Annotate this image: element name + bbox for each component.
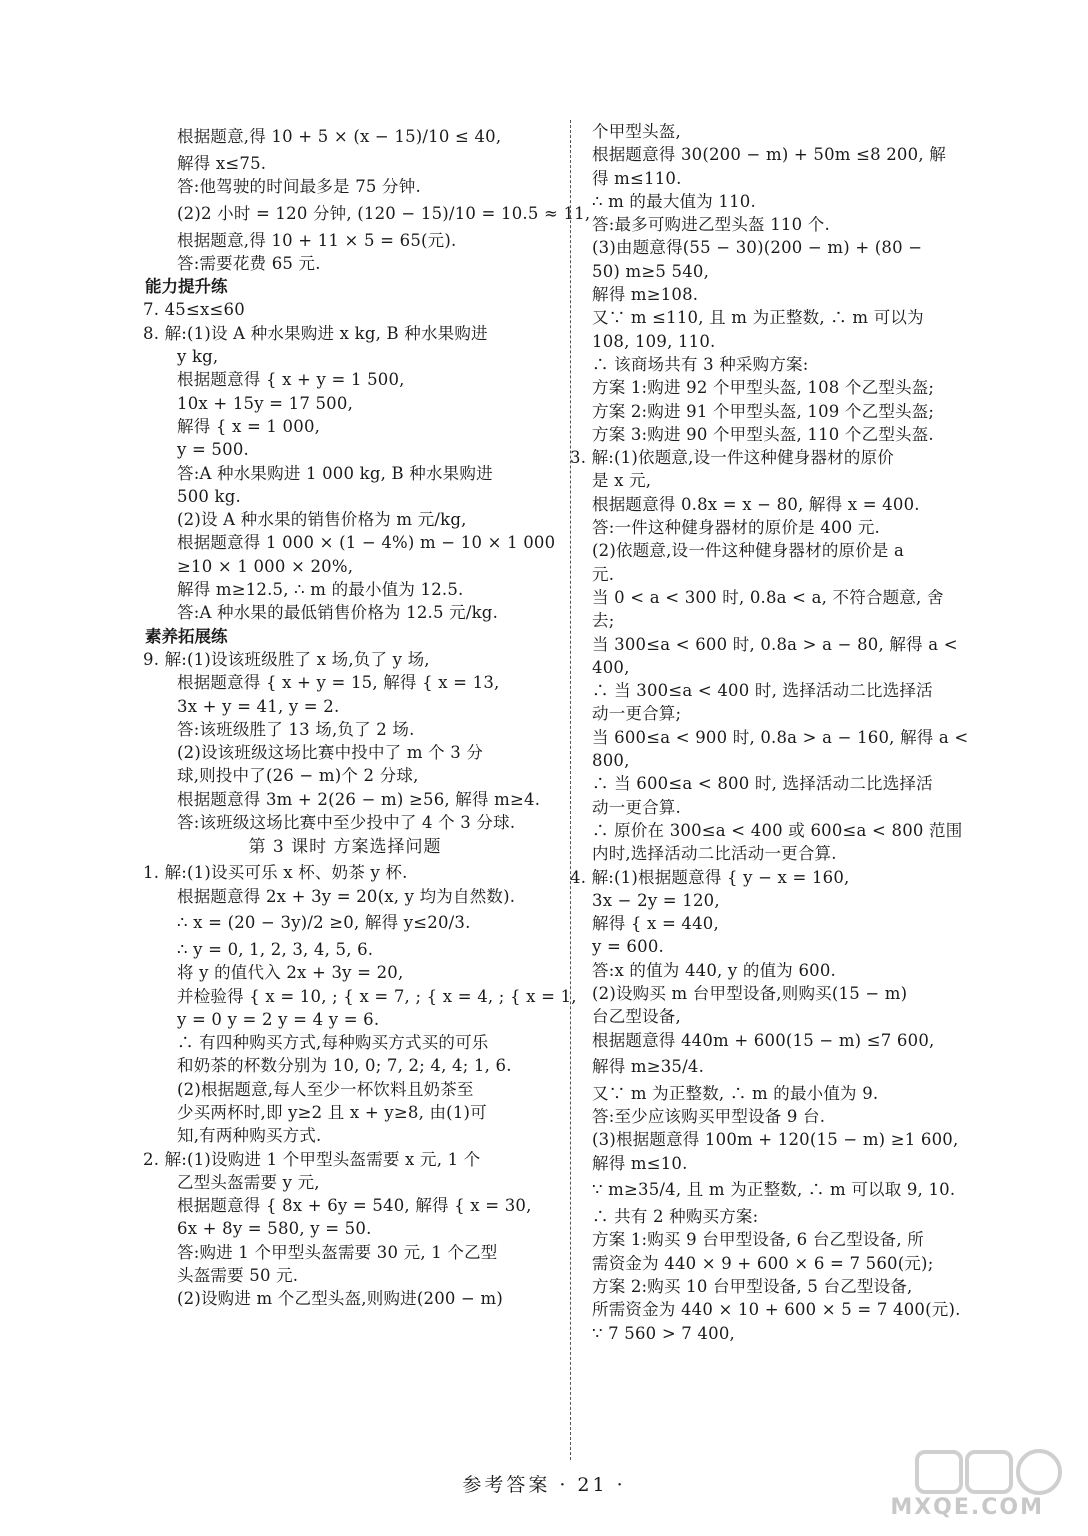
right-column [570, 120, 992, 1345]
left-text-line: 解得 { x = 1 000, [177, 416, 321, 436]
left-text-line: 500 kg. [177, 486, 241, 506]
left-text-line: 答:A 种水果的最低销售价格为 12.5 元/kg. [177, 603, 499, 623]
right-text-line: 又∵ m 为正整数, ∴ m 的最小值为 9. [592, 1083, 879, 1103]
left-text-line: 根据题意得 1 000 × (1 − 4%) m − 10 × 1 000 [177, 533, 556, 553]
left-text-line: 答:他驾驶的时间最多是 75 分钟. [177, 177, 421, 197]
left-text-line: (2)设该班级这场比赛中投中了 m 个 3 分 [177, 743, 484, 763]
left-text-line: 答:该班级胜了 13 场,负了 2 场. [177, 719, 415, 739]
right-text-line: ∵ m≥35/4, 且 m 为正整数, ∴ m 可以取 9, 10. [592, 1180, 956, 1200]
right-text-line: 当 300≤a < 600 时, 0.8a > a − 80, 解得 a < [592, 634, 958, 654]
right-text-line: 400, [592, 657, 630, 677]
right-text-line: 解得 m≥108. [592, 285, 699, 305]
left-text-line: 能力提升练 [145, 277, 228, 297]
right-text-line: 所需资金为 440 × 10 + 600 × 5 = 7 400(元). [592, 1300, 961, 1320]
left-text-line: 3x + y = 41, y = 2. [177, 696, 340, 716]
left-text-line: y = 0 y = 2 y = 4 y = 6. [177, 1009, 380, 1029]
right-text-line: ∴ 当 600≤a < 800 时, 选择活动二比选择活 [592, 774, 933, 794]
right-text-line: 方案 2:购进 91 个甲型头盔, 109 个乙型头盔; [592, 401, 935, 421]
left-text-line: 根据题意得 2x + 3y = 20(x, y 均为自然数). [177, 886, 516, 906]
left-text-line: 素养拓展练 [145, 626, 228, 646]
left-text-line: 球,则投中了(26 − m)个 2 分球, [177, 766, 419, 786]
right-text-line: 需资金为 440 × 9 + 600 × 6 = 7 560(元); [592, 1253, 934, 1273]
right-text-line: 去; [592, 611, 615, 631]
left-text-line: y = 500. [177, 440, 249, 460]
right-text-line: 3. 解:(1)依题意,设一件这种健身器材的原价 [570, 448, 894, 468]
page-footer: 参考答案 · 21 · [462, 1474, 626, 1496]
right-text-line: 4. 解:(1)根据题意得 { y − x = 160, [570, 867, 850, 887]
right-text-line: 元. [592, 564, 615, 584]
right-text-line: 3x − 2y = 120, [592, 890, 720, 910]
right-text-line: y = 600. [592, 937, 664, 957]
right-text-line: (3)根据题意得 100m + 120(15 − m) ≥1 600, [592, 1130, 959, 1150]
left-text-line: 答:购进 1 个甲型头盔需要 30 元, 1 个乙型 [177, 1242, 498, 1262]
right-text-line: (2)设购买 m 台甲型设备,则购买(15 − m) [592, 983, 908, 1003]
right-text-line: 又∵ m ≤110, 且 m 为正整数, ∴ m 可以为 [592, 308, 924, 328]
right-text-line: 个甲型头盔, [592, 122, 681, 141]
left-text-line: ∴ y = 0, 1, 2, 3, 4, 5, 6. [177, 939, 374, 959]
left-text-line: (2)根据题意,每人至少一杯饮料且奶茶至 [177, 1079, 474, 1099]
right-text-line: 方案 3:购进 90 个甲型头盔, 110 个乙型头盔. [592, 424, 934, 444]
right-text-line: 50) m≥5 540, [592, 261, 710, 281]
left-text-line: 知,有两种购买方式. [177, 1126, 322, 1146]
left-text-line: (2)2 小时 = 120 分钟, (120 − 15)/10 = 10.5 ≈ 11, [177, 203, 591, 223]
right-text-line: 解得 m≥35/4. [592, 1056, 705, 1076]
right-text-line: 108, 109, 110. [592, 331, 716, 351]
left-text-line: ∴ 有四种购买方式,每种购买方式买的可乐 [177, 1033, 489, 1053]
right-text-line: 答:x 的值为 440, y 的值为 600. [592, 960, 836, 980]
left-text-line: 根据题意得 3m + 2(26 − m) ≥56, 解得 m≥4. [177, 789, 541, 809]
left-text-line: ≥10 × 1 000 × 20%, [177, 556, 354, 576]
right-text-line: 答:至少应该购买甲型设备 9 台. [592, 1107, 826, 1127]
right-text-line: 动一更合算. [592, 797, 681, 817]
right-text-line: ∴ 该商场共有 3 种采购方案: [592, 354, 809, 374]
right-text-line: 解得 m≤10. [592, 1153, 688, 1173]
left-text-line: 少买两杯时,即 y≥2 且 x + y≥8, 由(1)可 [177, 1102, 487, 1122]
right-text-line: ∵ 7 560 > 7 400, [592, 1323, 735, 1343]
left-column [143, 122, 591, 1311]
left-text-line: 第 3 课时 方案选择问题 [248, 837, 442, 858]
right-text-line: 方案 1:购进 92 个甲型头盔, 108 个乙型头盔; [592, 378, 935, 398]
right-text-line: ∴ m 的最大值为 110. [592, 191, 756, 211]
watermark-text: MXQE.COM [890, 1495, 1044, 1520]
left-text-line: 乙型头盔需要 y 元, [177, 1172, 320, 1192]
right-text-line: 答:一件这种健身器材的原价是 400 元. [592, 518, 880, 538]
left-text-line: 解得 x≤75. [177, 154, 267, 173]
right-text-line: 得 m≤110. [592, 168, 682, 188]
left-text-line: 根据题意,得 10 + 11 × 5 = 65(元). [177, 230, 457, 250]
left-text-line: 答:需要花费 65 元. [177, 253, 321, 273]
left-text-line: y kg, [177, 347, 219, 367]
right-text-line: 答:最多可购进乙型头盔 110 个. [592, 215, 830, 235]
watermark-logo [890, 1448, 1068, 1526]
column-divider [570, 120, 571, 1460]
right-text-line: 是 x 元, [592, 471, 652, 491]
left-text-line: 10x + 15y = 17 500, [177, 393, 354, 413]
left-text-line: 答:A 种水果购进 1 000 kg, B 种水果购进 [177, 463, 493, 483]
left-text-line: 根据题意得 { x + y = 15, 解得 { x = 13, [177, 673, 500, 693]
right-text-line: 当 0 < a < 300 时, 0.8a < a, 不符合题意, 舍 [592, 587, 944, 607]
left-text-line: 1. 解:(1)设买可乐 x 杯、奶茶 y 杯. [143, 863, 408, 883]
left-text-line: 6x + 8y = 580, y = 50. [177, 1219, 372, 1239]
left-text-line: 并检验得 { x = 10, ; { x = 7, ; { x = 4, ; { x = 1, [177, 986, 577, 1006]
right-text-line: 800, [592, 751, 630, 771]
right-text-line: 内时,选择活动二比活动一更合算. [592, 844, 837, 864]
right-text-line: 方案 1:购买 9 台甲型设备, 6 台乙型设备, 所 [592, 1230, 924, 1250]
left-text-line: 解得 m≥12.5, ∴ m 的最小值为 12.5. [177, 580, 464, 600]
left-text-line: 8. 解:(1)设 A 种水果购进 x kg, B 种水果购进 [143, 323, 488, 343]
right-text-line: (2)依题意,设一件这种健身器材的原价是 a [592, 541, 905, 561]
left-text-line: (2)设购进 m 个乙型头盔,则购进(200 − m) [177, 1289, 503, 1309]
right-text-line: ∴ 当 300≤a < 400 时, 选择活动二比选择活 [592, 681, 933, 701]
left-text-line: 根据题意得 { x + y = 1 500, [177, 370, 405, 390]
left-text-line: ∴ x = (20 − 3y)/2 ≥0, 解得 y≤20/3. [177, 912, 471, 932]
right-text-line: 台乙型设备, [592, 1007, 681, 1027]
left-text-line: 答:该班级这场比赛中至少投中了 4 个 3 分球. [177, 813, 516, 833]
right-text-line: ∴ 共有 2 种购买方案: [592, 1207, 759, 1227]
right-text-line: 根据题意得 440m + 600(15 − m) ≤7 600, [592, 1030, 935, 1050]
right-text-line: (3)由题意得(55 − 30)(200 − m) + (80 − [592, 238, 923, 258]
left-text-line: 和奶茶的杯数分别为 10, 0; 7, 2; 4, 4; 1, 6. [177, 1056, 512, 1076]
left-text-line: 根据题意得 { 8x + 6y = 540, 解得 { x = 30, [177, 1196, 532, 1216]
left-text-line: 将 y 的值代入 2x + 3y = 20, [177, 963, 404, 983]
left-text-line: 9. 解:(1)设该班级胜了 x 场,负了 y 场, [143, 649, 430, 669]
right-text-line: 当 600≤a < 900 时, 0.8a > a − 160, 解得 a < [592, 727, 969, 747]
right-text-line: 动一更合算; [592, 704, 682, 724]
left-text-line: 2. 解:(1)设购进 1 个甲型头盔需要 x 元, 1 个 [143, 1149, 481, 1169]
left-text-line: (2)设 A 种水果的销售价格为 m 元/kg, [177, 510, 467, 530]
left-text-line: 头盔需要 50 元. [177, 1266, 299, 1286]
right-text-line: 根据题意得 30(200 − m) + 50m ≤8 200, 解 [592, 145, 946, 165]
left-text-line: 7. 45≤x≤60 [143, 300, 245, 320]
right-text-line: 根据题意得 0.8x = x − 80, 解得 x = 400. [592, 494, 920, 514]
right-text-line: ∴ 原价在 300≤a < 400 或 600≤a < 800 范围 [592, 820, 963, 840]
right-text-line: 解得 { x = 440, [592, 914, 719, 934]
left-text-line: 根据题意,得 10 + 5 × (x − 15)/10 ≤ 40, [177, 127, 502, 146]
right-text-line: 方案 2:购买 10 台甲型设备, 5 台乙型设备, [592, 1276, 913, 1296]
